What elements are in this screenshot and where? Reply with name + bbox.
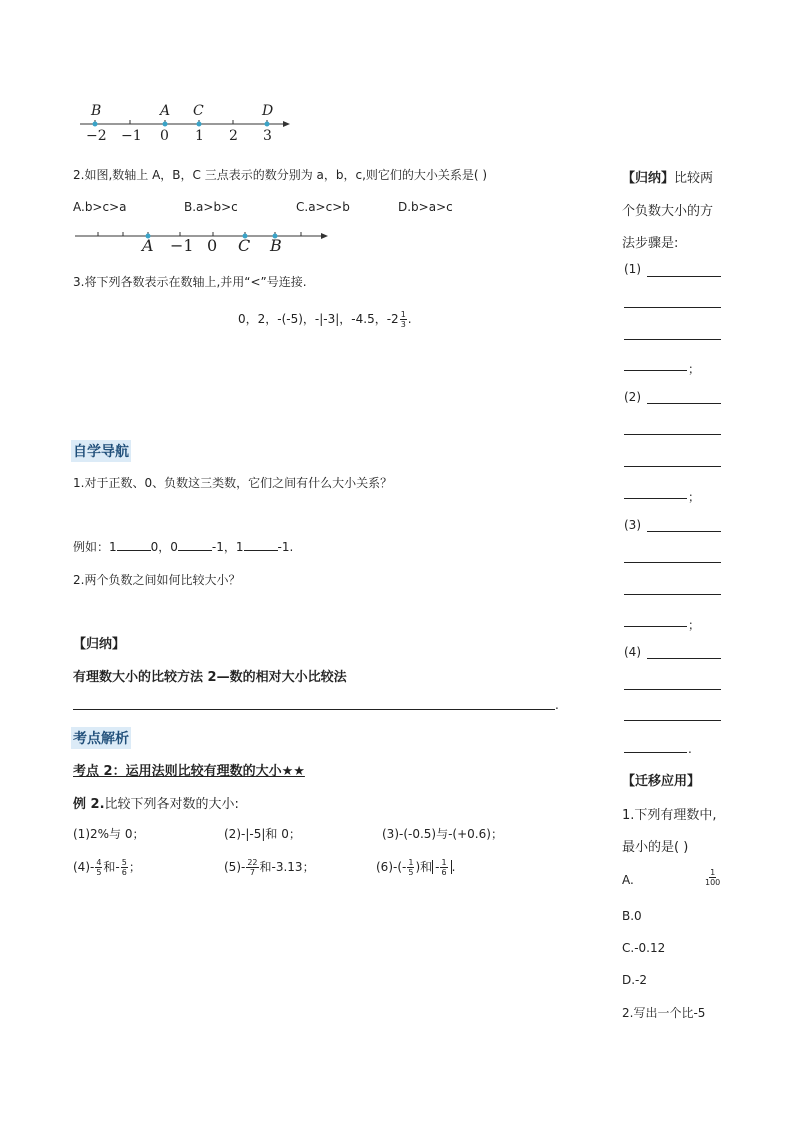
- option-b: B.a>b>c: [184, 200, 238, 214]
- numbers-list: 0，2，-(-5)，-|-3|，-4.5，-2: [238, 312, 399, 326]
- self-study-question-1: 1.对于正数、0、负数这三类数，它们之间有什么大小关系？: [73, 476, 393, 490]
- analysis-heading: 考点解析: [71, 727, 131, 749]
- step-2-line-3[interactable]: [624, 466, 721, 467]
- tick-label: 1: [195, 128, 204, 144]
- exam-point-2: 考点 2：运用法则比较有理数的大小★★: [73, 764, 305, 779]
- step-3-line-1[interactable]: [647, 531, 721, 532]
- label-a: A: [160, 103, 171, 119]
- fraction-1-5: $\frac{1}{5}$: [408, 858, 414, 877]
- transfer-q2: 2.写出一个比-5: [622, 1006, 706, 1020]
- step-2-semicolon: ；: [688, 490, 701, 504]
- item-5: (5)- $\frac{22}{7}$ 和-3.13；: [224, 858, 315, 877]
- transfer-option-b: B.0: [622, 909, 642, 923]
- fraction-22-7: $\frac{22}{7}$: [247, 858, 258, 877]
- step-1-line-2[interactable]: [624, 307, 721, 308]
- label-d: D: [262, 103, 274, 119]
- step-1-line-3[interactable]: [624, 339, 721, 340]
- question-3-numbers: 0，2，-(-5)，-|-3|，-4.5，-2 $\frac{1}{3}$ .: [238, 310, 412, 329]
- fraction-1-6: $\frac{1}{6}$: [441, 858, 447, 877]
- step-4-label: (4): [624, 645, 641, 659]
- summary-answer-line[interactable]: [73, 709, 555, 710]
- step-2-line-1[interactable]: [647, 403, 721, 404]
- transfer-label: 【迁移应用】: [622, 774, 701, 789]
- absolute-value: - $\frac{1}{6}$: [432, 860, 451, 874]
- step-1-line-1[interactable]: [647, 276, 721, 277]
- step-4-line-1[interactable]: [647, 658, 721, 659]
- fraction-one-third: $\frac{1}{3}$: [400, 310, 406, 329]
- point-b: [93, 122, 98, 127]
- item-6: (6)-(- $\frac{1}{5}$ )和 - $\frac{1}{6}$ .: [376, 858, 456, 877]
- step-4-period: .: [688, 742, 692, 756]
- item-4: (4)- $\frac{4}{5}$ 和- $\frac{5}{6}$ ；: [73, 858, 141, 877]
- label-a: A: [142, 236, 154, 255]
- fraction-4-5: $\frac{4}{5}$: [96, 858, 102, 877]
- label-zero: 0: [207, 236, 218, 255]
- tick-label: −2: [86, 128, 107, 144]
- step-1-semicolon: ；: [688, 362, 701, 376]
- step-4-line-4[interactable]: [624, 752, 687, 753]
- tick-label: 3: [263, 128, 272, 144]
- summary-period: .: [555, 698, 559, 712]
- tick-label: −1: [121, 128, 142, 144]
- transfer-q1-line-2: 最小的是( ): [622, 840, 689, 855]
- summary-method: 有理数大小的比较方法 2—数的相对大小比较法: [73, 670, 347, 685]
- step-4-line-3[interactable]: [624, 720, 721, 721]
- blank-1[interactable]: [117, 538, 151, 551]
- step-3-line-2[interactable]: [624, 562, 721, 563]
- number-line-1-svg: [78, 100, 293, 150]
- self-study-question-2: 2.两个负数之间如何比较大小？: [73, 573, 241, 587]
- step-1-label: (1): [624, 262, 641, 276]
- step-4-line-2[interactable]: [624, 689, 721, 690]
- item-2: (2)-|-5|和 0；: [224, 827, 301, 841]
- step-2-line-4[interactable]: [624, 498, 687, 499]
- step-3-line-3[interactable]: [624, 594, 721, 595]
- step-3-semicolon: ；: [688, 618, 701, 632]
- summary-label: 【归纳】: [73, 637, 126, 652]
- label-c: C: [193, 103, 204, 119]
- option-d: D.b>a>c: [398, 200, 453, 214]
- question-3-stem: 3.将下列各数表示在数轴上,并用“<”号连接.: [73, 275, 307, 289]
- point-c: [197, 122, 202, 127]
- number-line-2-svg: [75, 226, 330, 246]
- option-c: C.a>c>b: [296, 200, 350, 214]
- axis-arrow: [321, 233, 328, 239]
- item-1: (1)2%与 0；: [73, 827, 145, 841]
- tick-label: 0: [160, 128, 169, 144]
- self-study-example: 例如：1 0，0 -1，1 -1.: [73, 540, 294, 554]
- transfer-q1-line-1: 1.下列有理数中,: [622, 808, 717, 823]
- side-summary-line-1: 【归纳】比较两: [622, 171, 714, 186]
- self-study-heading: 自学导航: [71, 440, 131, 462]
- fraction-1-100: $\frac{1}{100}$: [705, 868, 721, 887]
- example-2: 例 2.比较下列各对数的大小:: [73, 797, 239, 812]
- axis-arrow: [283, 121, 290, 127]
- point-d: [265, 122, 270, 127]
- fraction-5-6: $\frac{5}{6}$: [121, 858, 127, 877]
- side-summary-line-3: 法步骤是:: [622, 236, 679, 251]
- side-summary-line-2: 个负数大小的方: [622, 204, 714, 219]
- blank-3[interactable]: [244, 538, 278, 551]
- label-b: B: [270, 236, 282, 255]
- transfer-option-c: C.-0.12: [622, 941, 666, 955]
- transfer-option-d: D.-2: [622, 973, 648, 987]
- transfer-option-a: A.: [622, 873, 634, 887]
- step-1-line-4[interactable]: [624, 370, 687, 371]
- step-2-label: (2): [624, 390, 641, 404]
- tick-label: 2: [229, 128, 238, 144]
- label-c: C: [238, 236, 251, 255]
- question-2-stem: 2.如图,数轴上 A，B，C 三点表示的数分别为 a，b，c,则它们的大小关系是( ): [73, 168, 488, 182]
- step-3-label: (3): [624, 518, 641, 532]
- option-a: A.b>c>a: [73, 200, 127, 214]
- label-b: B: [91, 103, 102, 119]
- label-minus-one: −1: [170, 236, 194, 255]
- item-3: (3)-(-0.5)与-(+0.6)；: [382, 827, 503, 841]
- blank-2[interactable]: [178, 538, 212, 551]
- step-3-line-4[interactable]: [624, 626, 687, 627]
- point-a: [163, 122, 168, 127]
- step-2-line-2[interactable]: [624, 434, 721, 435]
